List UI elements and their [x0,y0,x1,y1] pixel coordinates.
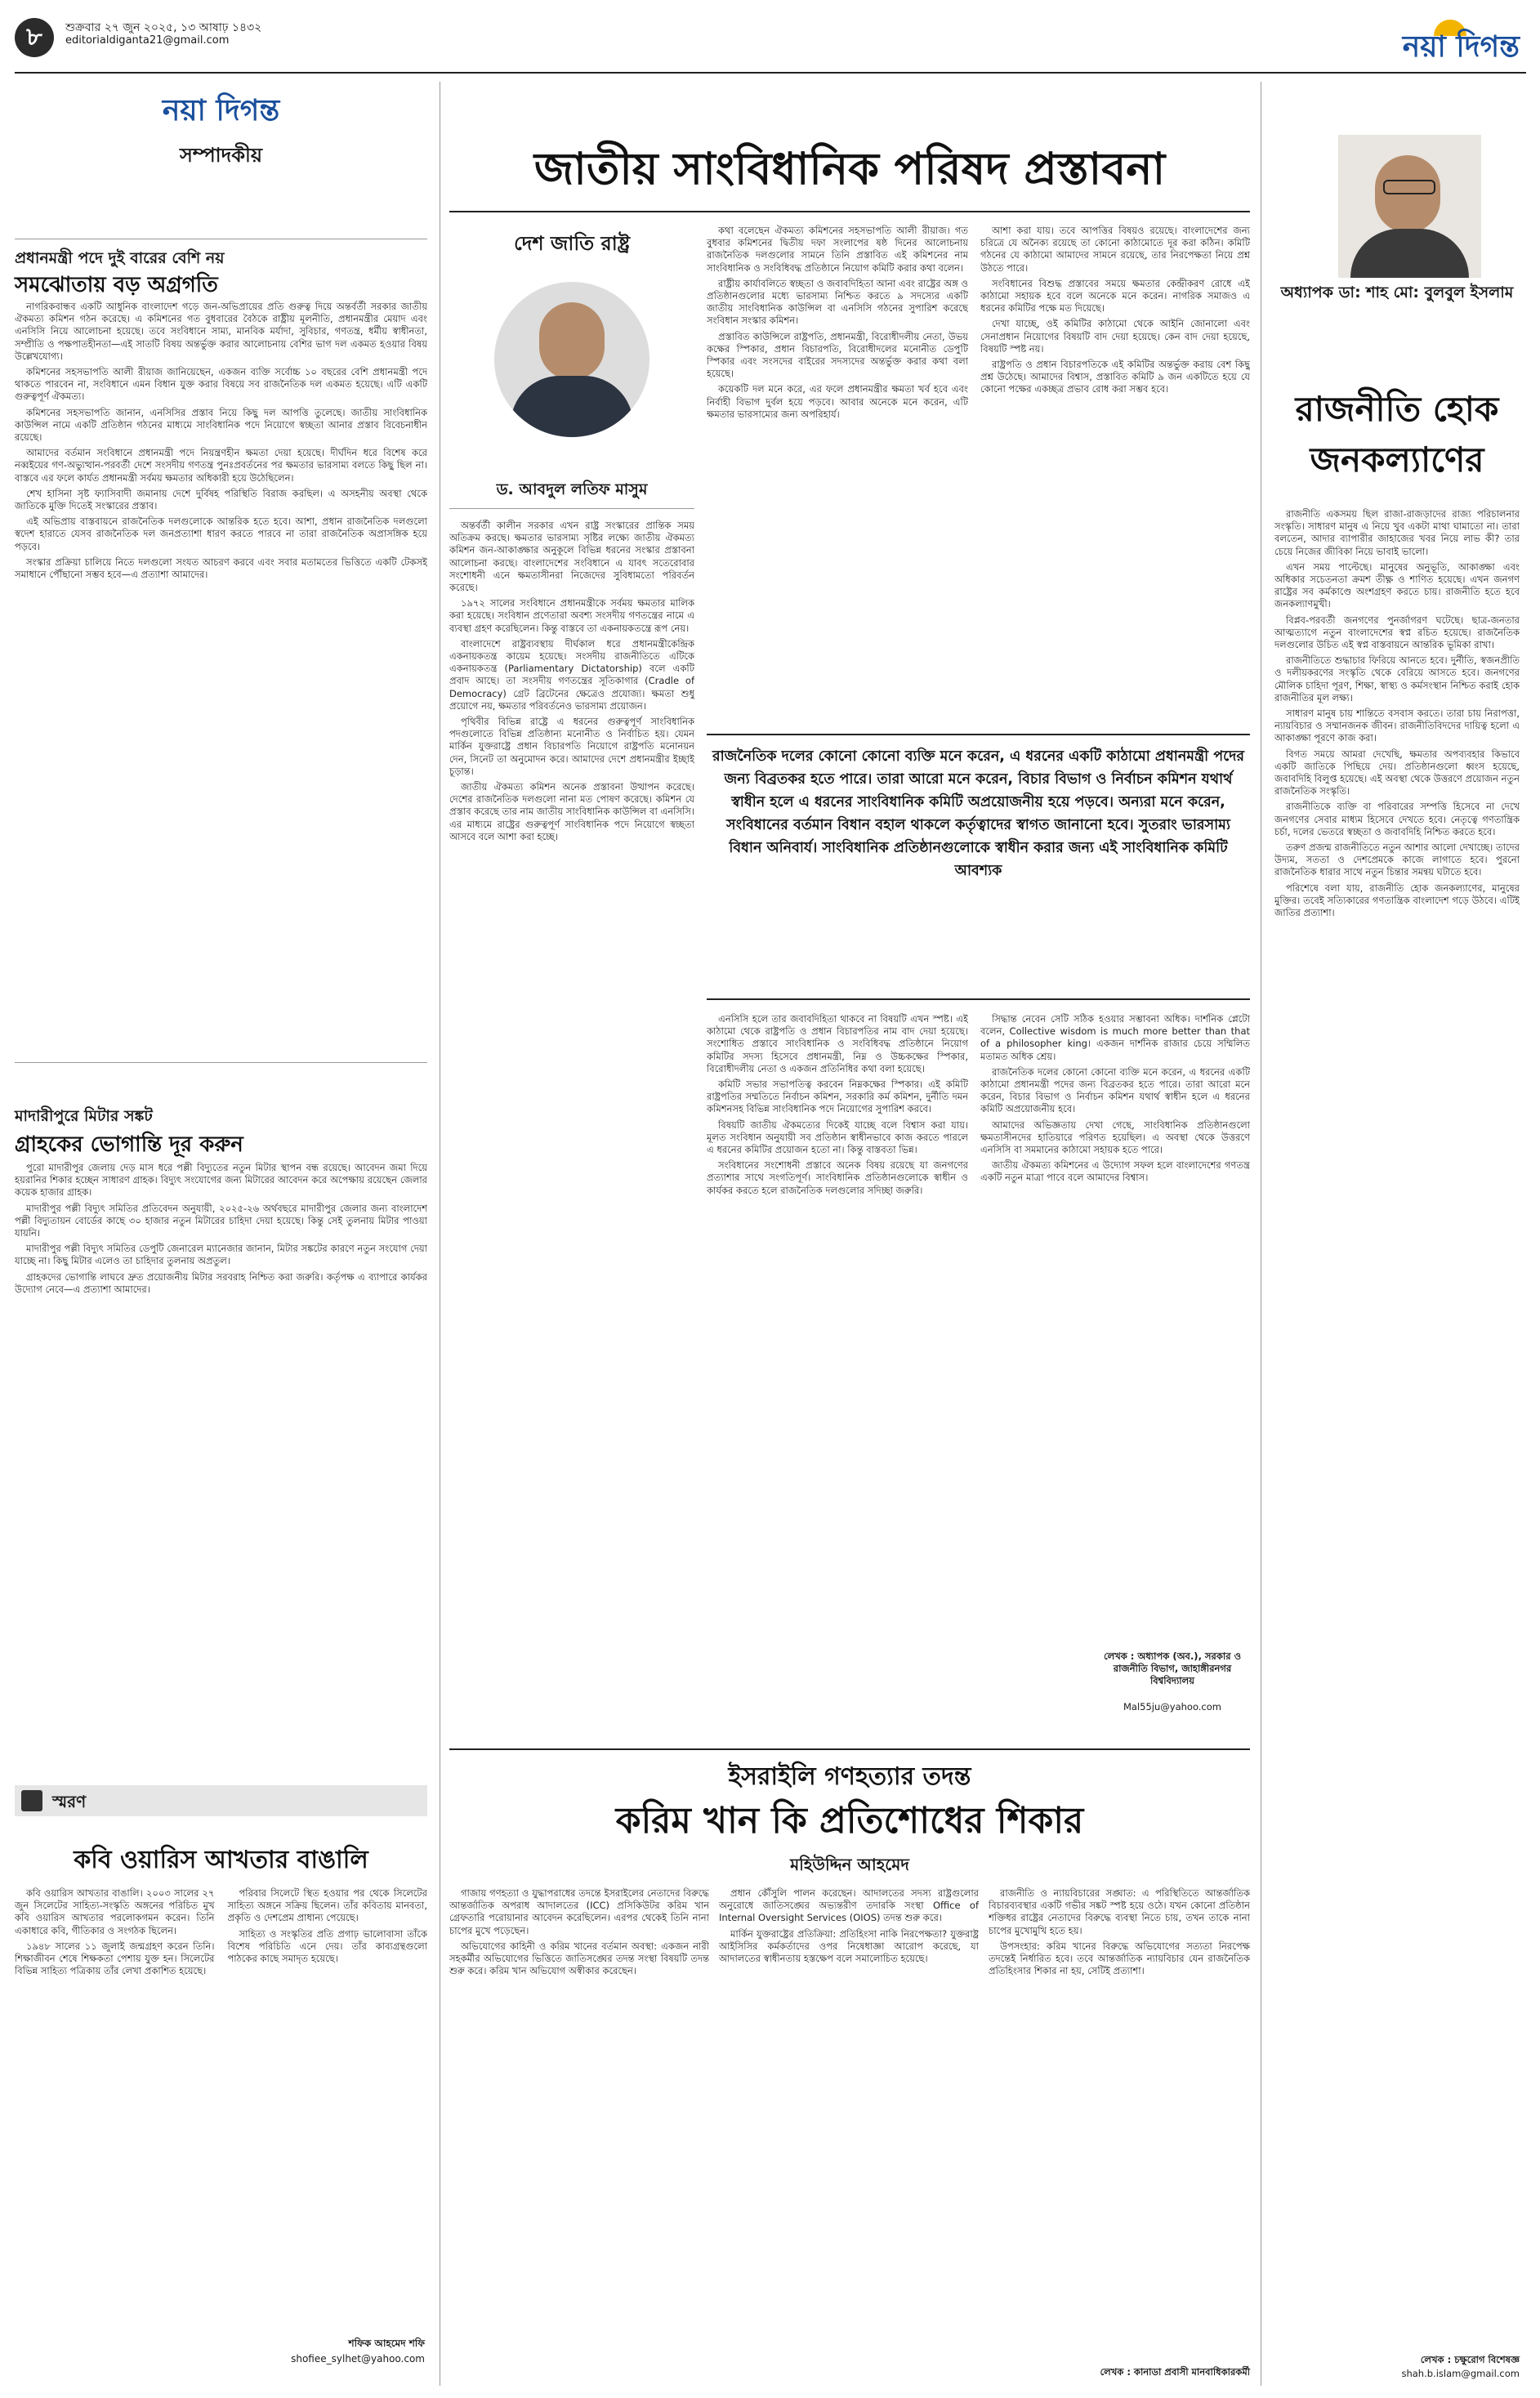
right-headline: রাজনীতি হোক জনকল্যাণের [1295,389,1499,480]
diamond-icon [21,1790,42,1811]
right-author-note: লেখক : চক্ষুরোগ বিশেষজ্ঞ [1420,2354,1520,2365]
main-body-col4: এনসিসি হলে তার জবাবদিহিতা থাকবে না বিষয়টি এখন স্পষ্ট। এই কাঠামো থেকে রাষ্ট্রপতি ও প্রধান বিচারপতির নাম বাদ দেয়া হয়েছে। সংশোধিত প্রস্তাবে সাংবিধানিক ও সংবিধিবদ্ধ প্রতিষ্ঠানে নিয়োগ কমিটির সদস্য হিসেবে প্রধানমন্ত্রী, নিম্ন ও উচ্চকক্ষের স্পিকার, বিরোধীদলীয় নেতা ও একজন প্রতিনিধির কথা বলা হয়েছে। কমিটি সভার সভাপতিত্ব করবেন নিম্নকক্ষের স্পিকার। এই কমিটি রাষ্ট্রপতির সম্মতিতে নির্বাচন কমিশন, সরকারি কর্ম কমিশন, দুর্নীতি দমন কমিশনসহ বিভিন্ন সাংবিধানিক পদে নিয়োগের সুপারিশ করবে। বিষয়টি জাতীয় ঐকমত্যের দিকেই যাচ্ছে বলে বিশ্বাস করা যায়। মূলত সংবিধান অনুযায়ী সব প্রতিষ্ঠান স্বাধীনভাবে কাজ করতে পারলে এ ধরনের কমিটির প্রয়োজন হতো না। কিন্তু বাস্তবতা ভিন্ন। সংবিধানের সংশোধনী প্রস্তাবে অনেক বিষয় রয়েছে যা জনগণের প্রত্যাশার সাথে সংগতিপূর্ণ। সাংবিধানিক প্রতিষ্ঠানগুলোকে স্বাধীন ও কার্যকর করতে হলে রাজনৈতিক দলগুলোর সদিচ্ছা জরুরি। [707,1013,968,1196]
main-headline: জাতীয় সাংবিধানিক পরিষদ প্রস্তাবনা [533,142,1166,194]
right-author-name: অধ্যাপক ডা: শাহ মো: বুলবুল ইসলাম [1280,284,1514,301]
meter-body: পুরো মাদারীপুর জেলায় দেড় মাস ধরে পল্লী বিদ্যুতের নতুন মিটার স্থাপন বন্ধ রয়েছে। আবেদন জমা দিয়ে হয়রানির শিকার হচ্ছেন সাধারণ গ্রাহক। বিদ্যুৎ সংযোগের জন্য মিটারের আবেদন করে অপেক্ষায় রয়েছেন জেলার কয়েক হাজার গ্রাহক। মাদারীপুর পল্লী বিদ্যুৎ সমিতির প্রতিবেদন অনুযায়ী, ২০২৫-২৬ অর্থবছরে মাদারীপুর জেলার জন্য বাংলাদেশ পল্লী বিদ্যুতায়ন বোর্ডের কাছে ৩০ হাজার নতুন মিটারের চাহিদা দেয়া হয়েছে। কিন্তু সেই তুলনায় মিটার পাওয়া যায়নি। মাদারীপুর পল্লী বিদ্যুৎ সমিতির ডেপুটি জেনারেল ম্যানেজার জানান, মিটার সঙ্কটের কারণে নতুন সংযোগ দেয়া যাচ্ছে না। কিছু মিটার এলেও তা চাহিদার তুলনায় অপ্রতুল। গ্রাহকদের ভোগান্তি লাঘবে দ্রুত প্রয়োজনীয় মিটার সরবরাহ নিশ্চিত করা জরুরি। কর্তৃপক্ষ এ ব্যাপারে কার্যকর উদ্যোগ নেবে—এ প্রত্যাশা আমাদের। [15,1162,427,1295]
editorial-body: নাগরিকবান্ধব একটি আধুনিক বাংলাদেশ গড়ে জন-অভিপ্রায়ের প্রতি গুরুত্ব দিয়ে অন্তর্বর্তী সরকার জাতীয় ঐকমত্য কমিশন গঠন করেছে। এ কমিশনের গত বুধবারের বৈঠকে রাষ্ট্রীয় মূলনীতি, প্রধানমন্ত্রীর মেয়াদ এবং এনসিসি নিয়ে আলোচনা হয়েছে। তবে সংবিধানে সাম্য, মানবিক মর্যাদা, সুবিচার, গণতন্ত্র, ধর্মীয় স্বাধীনতা, সম্প্রীতি ও পক্ষপাতহীনতা—এই সাতটি বিষয় অন্তর্ভুক্ত করার আলোচনায় বেশির ভাগ দল একমত হওয়ার বিষয় উল্লেখযোগ্য। কমিশনের সহসভাপতি আলী রীয়াজ জানিয়েছেন, একজন ব্যক্তি সর্বোচ্চ ১০ বছরের বেশি প্রধানমন্ত্রী পদে থাকতে পারবেন না, সংবিধানে এমন বিধান যুক্ত করার বিষয়ে সব রাজনৈতিক দল একমত হয়েছে। এটি একটি গুরুত্বপূর্ণ ঐকমত্য। কমিশনের সহসভাপতি জানান, এনসিসির প্রস্তাব নিয়ে কিছু দল আপত্তি তুলেছে। জাতীয় সাংবিধানিক কাউন্সিল নামে একটি প্রতিষ্ঠান গঠনের মাধ্যমে সাংবিধানিক পদে নিয়োগে স্বচ্ছতা আনার প্রস্তাব বিবেচনাধীন রয়েছে। আমাদের বর্তমান সংবিধানে প্রধানমন্ত্রী পদে নিয়ন্ত্রণহীন ক্ষমতা দেয়া হয়েছে। দীর্ঘদিন ধরে বিশেষ করে নব্বইয়ের গণ-অভ্যুত্থান-পরবর্তী দেশে সংসদীয় গণতন্ত্র পুনঃপ্রবর্তনের পর ক্ষমতার ভারসাম্য বলতে কিছু ছিল না। বাস্তবে এর ফলে কার্যত প্রধানমন্ত্রী সর্বময় ক্ষমতার অধিকারী হয়ে উঠেছিলেন। শেখ হাসিনা সৃষ্ট ফ্যাসিবাদী জমানায় দেশে দুর্বিষহ পরিস্থিতি বিরাজ করছিল। এ অসহনীয় অবস্থা থেকে জাতিকে মুক্তি দিতেই সংস্কারের প্রস্তাব। এই অভিপ্রায় বাস্তবায়নে রাজনৈতিক দলগুলোকে আন্তরিক হতে হবে। আশা, প্রধান রাজনৈতিক দলগুলো স্বদেশ হারাতে যেসব রাজনৈতিক দল জনপ্রত্যাশা ধারণ করতে পারবে না তারা রাজনৈতিক অপ্রাসঙ্গিক হয়ে পড়বে। সংস্কার প্রক্রিয়া চালিয়ে নিতে দলগুলো সংযত আচরণ করবে এবং সবার মতামতের ভিত্তিতে একটি টেকসই সমাধানে পৌঁছানো সম্ভব হবে—এ প্রত্যাশা আমাদের। [15,301,427,581]
main-body-col2: কথা বলেছেন ঐকমত্য কমিশনের সহসভাপতি আলী রীয়াজ। গত বুধবার কমিশনের দ্বিতীয় দফা সংলাপের ষষ্ঠ দিনের আলোচনায় রাজনৈতিক দলগুলোর সামনে তিনি প্রস্তাবিত এই কমিশনের নাম সাংবিধানিক ও সংবিধিবদ্ধ প্রতিষ্ঠানে নিয়োগ কমিটি করার কথা বলেন। রাষ্ট্রীয় কার্যাবলিতে স্বচ্ছতা ও জবাবদিহিতা আনা এবং রাষ্ট্রের অঙ্গ ও প্রতিষ্ঠানগুলোর মধ্যে ভারসাম্য নিশ্চিত করতে ৯ সদস্যের একটি জাতীয় সাংবিধানিক কাউন্সিল বা এনসিসি গঠনের সুপারিশ করেছে সংবিধান সংস্কার কমিশন। প্রস্তাবিত কাউন্সিলে রাষ্ট্রপতি, প্রধানমন্ত্রী, বিরোধীদলীয় নেতা, উভয় কক্ষের স্পিকার, প্রধান বিচারপতি, বিরোধীদলের মনোনীত ডেপুটি স্পিকার এবং সংসদের বাইরের সদস্যদের অন্তর্ভুক্ত করার কথা বলা হয়েছে। কয়েকটি দল মনে করে, এর ফলে প্রধানমন্ত্রীর ক্ষমতা খর্ব হবে এবং নির্বাহী বিভাগ দুর্বল হয়ে পড়বে। আবার অনেকে মনে করেন, এটি ক্ষমতার ভারসাম্যের জন্য অপরিহার্য। [707,225,968,420]
israel-kicker: ইসরাইলি গণহত্যার তদন্ত [728,1762,971,1791]
editorial-logo: নয়া দিগন্ত সম্পাদকীয় [15,88,427,173]
meter-headline: গ্রাহকের ভোগান্তি দূর করুন [15,1132,243,1157]
right-body: রাজনীতি একসময় ছিল রাজা-রাজড়াদের রাজ্য পরিচালনার সংস্কৃতি। সাধারণ মানুষ এ নিয়ে খুব একটা মাথা ঘামাতো না। তারা বলতেন, আদার ব্যাপারীর জাহাজের খবর নিয়ে লাভ কী? তার চেয়ে নিজের জীবিকা নিয়ে ভাবাই ভালো। এখন সময় পাল্টেছে। মানুষের অনুভূতি, আকাঙ্ক্ষা এবং অধিকার সচেতনতা ক্রমশ তীক্ষ্ণ ও শাণিত হয়েছে। এখন জনগণ রাষ্ট্রের সব কর্মকাণ্ডে অংশগ্রহণ করতে চায়। রাজনীতি হতে হবে জনকল্যাণমুখী। বিপ্লব-পরবর্তী জনগণের পুনর্জাগরণ ঘটেছে। ছাত্র-জনতার আত্মত্যাগে নতুন বাংলাদেশের স্বপ্ন রচিত হয়েছে। রাজনৈতিক দলগুলোর উচিত এই স্বপ্ন বাস্তবায়নে আন্তরিক ভূমিকা রাখা। রাজনীতিতে শুদ্ধাচার ফিরিয়ে আনতে হবে। দুর্নীতি, স্বজনপ্রীতি ও দলীয়করণের সংস্কৃতি থেকে বেরিয়ে আসতে হবে। জনগণের মৌলিক চাহিদা পূরণ, শিক্ষা, স্বাস্থ্য ও কর্মসংস্থান নিশ্চিত করাই হোক রাজনীতির মূল লক্ষ্য। সাধারণ মানুষ চায় শান্তিতে বসবাস করতে। তারা চায় নিরাপত্তা, ন্যায়বিচার ও সম্মানজনক জীবন। রাজনীতিবিদদের দায়িত্ব হলো এ আকাঙ্ক্ষা পূরণে কাজ করা। বিগত সময়ে আমরা দেখেছি, ক্ষমতার অপব্যবহার কিভাবে একটি জাতিকে পিছিয়ে দেয়। প্রতিষ্ঠানগুলো ধ্বংস হয়েছে, জবাবদিহি বিলুপ্ত হয়েছে। এই অবস্থা থেকে উত্তরণে প্রয়োজন নতুন রাজনৈতিক সংস্কৃতি। রাজনীতিকে ব্যক্তি বা পরিবারের সম্পত্তি হিসেবে না দেখে জনগণের সেবার মাধ্যম হিসেবে দেখতে হবে। নেতৃত্বে গণতান্ত্রিক চর্চা, দলের ভেতরে স্বচ্ছতা ও জবাবদিহি নিশ্চিত করতে হবে। তরুণ প্রজন্ম রাজনীতিতে নতুন আশার আলো দেখাচ্ছে। তাদের উদ্যম, সততা ও দেশপ্রেমকে কাজে লাগাতে হবে। পুরনো রাজনৈতিক ধারার সাথে নতুন চিন্তার সমন্বয় ঘটাতে হবে। পরিশেষে বলা যায়, রাজনীতি হোক জনকল্যাণের, মানুষের মুক্তির। তবেই সত্যিকারের গণতান্ত্রিক বাংলাদেশ গড়ে উঠবে। এটিই জাতির প্রত্যাশা। [1274,508,1520,919]
israel-body-col3: রাজনীতি ও ন্যায়বিচারের সঙ্ঘাত: এ পরিস্থিতিতে আন্তর্জাতিক বিচারব্যবস্থার একটি গভীর সঙ্কট স্পষ্ট হয়ে ওঠে। যখন কোনো প্রতিষ্ঠান শক্তিধর রাষ্ট্রের নেতাদের বিরুদ্ধে ব্যবস্থা নিতে চায়, তখন তাকে নানা চাপের মুখোমুখি হতে হয়। উপসংহার: করিম খানের বিরুদ্ধে অভিযোগের সত্যতা নিরপেক্ষ তদন্তেই নির্ধারিত হবে। তবে আন্তর্জাতিক ন্যায়বিচার যেন রাজনৈতিক প্রতিহিংসার শিকার না হয়, সেটিই প্রত্যাশা। [989,1887,1250,1977]
israel-author: মহিউদ্দিন আহমেদ [790,1855,909,1874]
editorial-section-title: সম্পাদকীয় [179,144,263,167]
israel-body-col2: প্রধান কৌঁসুলি পালন করেছেন। আদালতের সদস্য রাষ্ট্রগুলোর অনুরোধে জাতিসঙ্ঘের অভ্যন্তরীণ তদারকি সংস্থা Office of Internal Oversight Services (OIOS) তদন্ত শুরু করে। মার্কিন যুক্তরাষ্ট্রের প্রতিক্রিয়া: প্রতিহিংসা নাকি নিরপেক্ষতা? যুক্তরাষ্ট্র আইসিসির কর্মকর্তাদের ওপর নিষেধাজ্ঞা আরোপ করেছে, যা আদালতের স্বাধীনতায় হস্তক্ষেপ বলে সমালোচিত হয়েছে। [719,1887,979,1965]
smaran-label-box: স্মরণ [15,1785,427,1816]
author-photo [494,282,649,437]
israel-author-note: লেখক : কানাডা প্রবাসী মানবাধিকারকর্মী [1100,2366,1250,2378]
main-author-email: Mal55ju@yahoo.com [1123,1701,1221,1713]
smaran-body: কবি ওয়ারিস আখতার বাঙালি। ২০০৩ সালের ২৭ জুন সিলেটের সাহিত্য-সংস্কৃতি অঙ্গনের পরিচিত মুখ কবি ওয়ারিস আখতার পরলোকগমন করেন। তিনি একাধারে কবি, গীতিকার ও সংগঠক ছিলেন। ১৯৪৮ সালের ১১ জুলাই জন্মগ্রহণ করেন তিনি। শিক্ষাজীবন শেষে শিক্ষকতা পেশায় যুক্ত হন। সিলেটের বিভিন্ন সাহিত্য পত্রিকায় তাঁর লেখা প্রকাশিত হয়েছে। পরিবার সিলেটে স্থিত হওয়ার পর থেকে সিলেটের সাহিত্য অঙ্গনে সক্রিয় ছিলেন। তাঁর কবিতায় মানবতা, প্রকৃতি ও দেশপ্রেম প্রাধান্য পেয়েছে। সাহিত্য ও সংস্কৃতির প্রতি প্রগাঢ় ভালোবাসা তাঁকে বিশেষ পরিচিতি এনে দেয়। তাঁর কাব্যগ্রন্থগুলো পাঠকের কাছে সমাদৃত হয়েছে। [15,1887,427,1977]
smaran-signature: শফিক আহমেদ শফি [348,2338,425,2349]
right-author-email: shah.b.islam@gmail.com [1401,2368,1520,2379]
israel-body-col1: গাজায় গণহত্যা ও যুদ্ধাপরাধের তদন্তে ইসরাইলের নেতাদের বিরুদ্ধে আন্তর্জাতিক অপরাধ আদালতের (ICC) প্রসিকিউটর করিম খান গ্রেফতারি পরোয়ানার আবেদন করেছিলেন। এরপর থেকেই তিনি নানা চাপের মুখে পড়েছেন। অভিযোগের কাহিনী ও করিম খানের বর্তমান অবস্থা: একজন নারী সহকর্মীর অভিযোগের ভিত্তিতে জাতিসঙ্ঘের তদন্ত সংস্থা বিষয়টি তদন্ত শুরু করে। করিম খান অভিযোগ অস্বীকার করেছেন। [449,1887,709,1977]
dateline: শুক্রবার ২৭ জুন ২০২৫, ১৩ আষাঢ় ১৪৩২ [65,21,262,34]
editorial-kicker: প্রধানমন্ত্রী পদে দুই বারের বেশি নয় [15,249,225,267]
main-body-col3: আশা করা যায়। তবে আপত্তির বিষয়ও রয়েছে। বাংলাদেশের জন্য চরিত্রে যে অনৈক্য রয়েছে তা কোনো কাঠামোতে দূর করা কঠিন। কমিটি গঠনের যে কাঠামো আমাদের সামনে রয়েছে, তার নিরপেক্ষতা নিয়ে প্রশ্ন উঠতে পারে। সংবিধানের বিশুদ্ধ প্রস্তাবের সময়ে ক্ষমতার কেন্দ্রীকরণ রোধে এই কাঠামো সহায়ক হবে বলে অনেকে মনে করেন। নাগরিক সমাজও এ ধরনের কমিটির পক্ষে মত দিয়েছে। দেখা যাচ্ছে, ওই কমিটির কাঠামো থেকে আইনি জোনালো এবং সেনাপ্রধান নিয়োগের বিষয়টি বাদ দেয়া হয়েছে। কেন বাদ দেয়া হয়েছে, বিষয়টি স্পষ্ট নয়। রাষ্ট্রপতি ও প্রধান বিচারপতিকে এই কমিটির অন্তর্ভুক্ত করায় বেশ কিছু প্রশ্ন উঠেছে। আমাদের বিশ্বাস, প্রস্তাবিত কমিটি ৯ জন একটিতে হয়ে যে কোনো পক্ষের একচ্ছত্র প্রভাব রোধ করা সম্ভব হবে। [980,225,1250,395]
main-author-note: লেখক : অধ্যাপক (অব.), সরকার ও রাজনীতি বিভাগ, জাহাঙ্গীরনগর বিশ্ববিদ্যালয় [1103,1650,1242,1686]
column-name: দেশ জাতি রাষ্ট্র [513,232,631,255]
pull-quote: রাজনৈতিক দলের কোনো কোনো ব্যক্তি মনে করেন, এ ধরনের একটি কাঠামো প্রধানমন্ত্রী পদের জন্য বিব্রতকর হতে পারে। তারা আরো মনে করেন, বিচার বিভাগ ও নির্বাচন কমিশন যথার্থ স্বাধীন হলে এ ধরনের সাংবিধানিক কমিটি অপ্রয়োজনীয় হয়ে পড়বে। অন্যরা মনে করেন, সংবিধানের বর্তমান বিধান বহাল থাকলে কর্তৃত্বাদের স্বাগত জানানো হবে। সুতরাং ভারসাম্য বিধান অনিবার্য। সাংবিধানিক প্রতিষ্ঠানগুলোকে স্বাধীন করার জন্য এই সাংবিধানিক কমিটি আবশ্যক [712,748,1244,879]
masthead-logo: নয়া দিগন্ত [1311,25,1520,65]
page-number-badge: ৮ [15,18,54,57]
main-body-col5: সিদ্ধান্ত নেবেন সেটি সঠিক হওয়ার সম্ভাবনা অধিক। দার্শনিক প্লেটো বলেন, Collective wisdom is much more better than that of a philosopher king। একজন দার্শনিক রাজার চেয়ে সম্মিলিত মতামত অধিক শ্রেয়। রাজনৈতিক দলের কোনো কোনো ব্যক্তি মনে করেন, এ ধরনের একটি কাঠামো প্রধানমন্ত্রী পদের জন্য বিব্রতকর হতে পারে। তারা আরো মনে করেন, বিচার বিভাগ ও নির্বাচন কমিশন যথার্থ স্বাধীন হলে এ ধরনের কমিটি অপ্রয়োজনীয় হবে। আমাদের অভিজ্ঞতায় দেখা গেছে, সাংবিধানিক প্রতিষ্ঠানগুলো ক্ষমতাসীনদের হাতিয়ারে পরিণত হয়েছিল। এ অবস্থা থেকে উত্তরণে এনসিসি বা সমমানের কাঠামো সহায়ক হতে পারে। জাতীয় ঐকমত্য কমিশনের এ উদ্যোগ সফল হলে বাংলাদেশের গণতন্ত্র একটি নতুন মাত্রা পাবে বলে আমাদের বিশ্বাস। [980,1013,1250,1184]
editorial-email: editorialdiganta21@gmail.com [65,34,230,47]
israel-headline: করিম খান কি প্রতিশোধের শিকার [615,1800,1084,1842]
right-author-photo [1338,135,1481,278]
author-name: ড. আবদুল লতিফ মাসুম [496,480,648,498]
meter-kicker: মাদারীপুরে মিটার সঙ্কট [15,1107,153,1125]
smaran-headline: কবি ওয়ারিস আখতার বাঙালি [74,1846,368,1874]
main-body-col1: অন্তর্বর্তী কালীন সরকার এখন রাষ্ট্র সংস্কারের প্রান্তিক সময় অতিক্রম করছে। ক্ষমতার ভারসাম্য সৃষ্টির লক্ষ্যে জাতীয় ঐকমত্য কমিশন জন-আকাঙ্ক্ষার অনুকূলে বিভিন্ন ধরনের সংস্কার প্রস্তাবনা আলোচনা করছে। বাংলাদেশের সংবিধানে এ যাবৎ সতেরোবার সংশোধনী এনে ক্ষমতাসীনরা নিজেদের সুবিধামতো পরিবর্তন করেছে। ১৯৭২ সালের সংবিধানে প্রধানমন্ত্রীকে সর্বময় ক্ষমতার মালিক করা হয়েছে। সংবিধান প্রণেতারা অবশ্য সংসদীয় গণতন্ত্রের নামে এ ব্যবস্থা গ্রহণ করেছিলেন। কিন্তু বাস্তবে তা একনায়কতন্ত্রে রূপ নেয়। বাংলাদেশে রাষ্ট্রব্যবস্থায় দীর্ঘকাল ধরে প্রধানমন্ত্রীকেন্দ্রিক একনায়কতন্ত্র কায়েম হয়েছে। সংসদীয় রাজনীতিতে এটিকে একনায়কতন্ত্র (Parliamentary Dictatorship) বলে একটি প্রবাদ আছে। তা সংসদীয় গণতন্ত্রের সূতিকাগার (Cradle of Democracy) গ্রেট ব্রিটেনের ক্ষেত্রেও প্রযোজ্য। ক্ষমতা শুধু প্রয়োগে নয়, ক্ষমতার পরিবর্তনেও ভারসাম্য প্রয়োজন। পৃথিবীর বিভিন্ন রাষ্ট্রে এ ধরনের গুরুত্বপূর্ণ সাংবিধানিক পদগুলোতে বিভিন্ন প্রতিষ্ঠান্য মনোনীত ও নির্বাচিত হয়। যেমন মার্কিন যুক্তরাষ্ট্রে প্রধান বিচারপতি নিয়োগে রাষ্ট্রপতি মনোনয়ন দেন, সিনেট তা অনুমোদন করে। আমাদের দেশে প্রধানমন্ত্রীর ইচ্ছাই চূড়ান্ত। জাতীয় ঐকমত্য কমিশন অনেক প্রস্তাবনা উত্থাপন করেছে। দেশের রাজনৈতিক দলগুলো নানা মত পোষণ করেছে। কমিশন যে প্রস্তাব করেছে তার নাম জাতীয় সাংবিধানিক কাউন্সিল বা এনসিসি। এর মাধ্যমে রাষ্ট্রের গুরুত্বপূর্ণ সাংবিধানিক পদে নিয়োগে স্বচ্ছতা আসবে বলে আশা করা হচ্ছে। [449,520,694,842]
smaran-email: shofiee_sylhet@yahoo.com [291,2353,425,2365]
editorial-headline: সমঝোতায় বড় অগ্রগতি [15,273,218,297]
